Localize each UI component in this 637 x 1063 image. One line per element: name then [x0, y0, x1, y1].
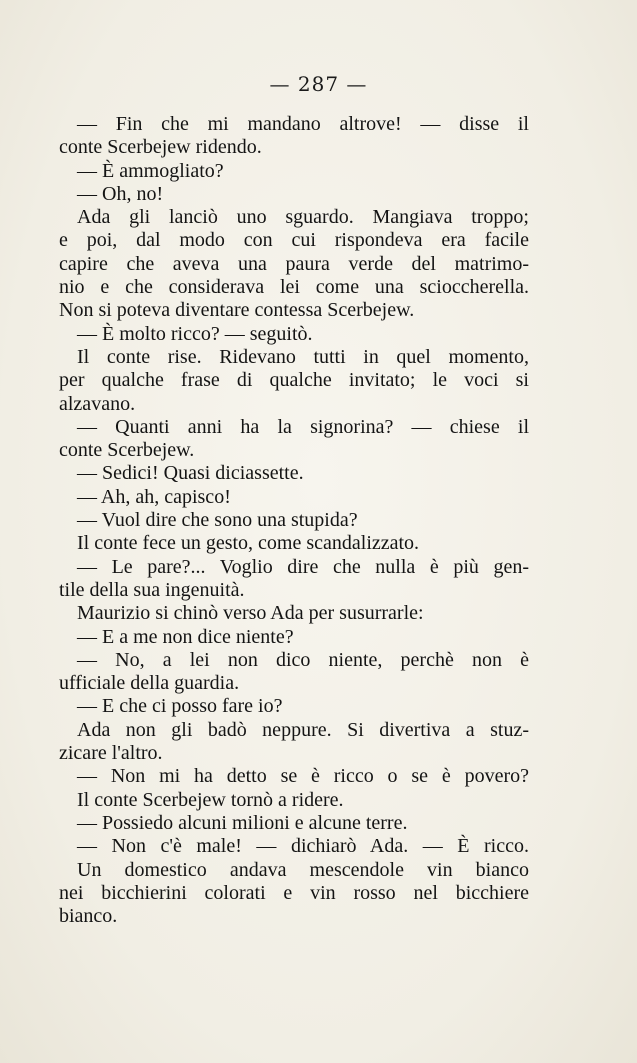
text-line: — No, a lei non dico niente, perchè non è: [77, 648, 529, 671]
text-line: — Quanti anni ha la signorina? — chiese il: [77, 415, 529, 438]
text-line: Ada gli lanciò uno sguardo. Mangiava troppo;: [77, 206, 529, 229]
text-line: tile della sua ingenuità.: [59, 578, 245, 601]
text-line: bianco.: [59, 905, 118, 928]
text-line: ufficiale della guardia.: [59, 672, 240, 695]
text-line: e poi, dal modo con cui rispondeva era facile: [59, 229, 529, 252]
text-line: conte Scerbejew ridendo.: [59, 136, 262, 159]
text-line: capire che aveva una paura verde del matrimo-: [59, 252, 529, 275]
text-line: conte Scerbejew.: [59, 439, 195, 462]
text-line: nei bicchierini colorati e vin rosso nel bicchiere: [59, 881, 529, 904]
text-line: — Non c'è male! — dichiarò Ada. — È ricco.: [77, 835, 529, 858]
text-line: Il conte Scerbejew tornò a ridere.: [77, 788, 344, 811]
text-line: zicare l'altro.: [59, 742, 163, 765]
text-line: — Fin che mi mandano altrove! — disse il: [77, 113, 529, 135]
text-line: — È molto ricco? — seguitò.: [77, 322, 313, 345]
body-text: [59, 113, 529, 928]
text-line: — Le pare?... Voglio dire che nulla è più gen-: [77, 555, 529, 578]
text-line: — Sedici! Quasi diciassette.: [77, 462, 304, 485]
text-line: — Ah, ah, capisco!: [77, 485, 231, 508]
page-number: — 287 —: [269, 72, 368, 96]
text-line: per qualche frase di qualche invitato; le voci si: [59, 369, 529, 392]
text-line: alzavano.: [59, 392, 136, 415]
text-line: Ada non gli badò neppure. Si divertiva a stuz-: [77, 718, 529, 741]
text-line: nio e che considerava lei come una scioccherella.: [59, 276, 529, 299]
text-line: — Vuol dire che sono una stupida?: [77, 509, 358, 532]
text-line: Un domestico andava mescendole vin bianco: [77, 858, 529, 881]
text-line: — Possiedo alcuni milioni e alcune terre.: [77, 811, 408, 834]
text-line: — È ammogliato?: [77, 159, 224, 182]
text-line: Il conte rise. Ridevano tutti in quel momento,: [77, 345, 529, 368]
text-line: Il conte fece un gesto, come scandalizzato.: [77, 532, 420, 555]
text-line: — Non mi ha detto se è ricco o se è povero?: [77, 765, 529, 788]
text-line: Non si poteva diventare contessa Scerbejew.: [59, 299, 415, 322]
text-line: — Oh, no!: [77, 182, 164, 205]
text-line: — E a me non dice niente?: [77, 625, 294, 648]
text-line: Maurizio si chinò verso Ada per susurrarle:: [77, 602, 424, 625]
text-line: — E che ci posso fare io?: [77, 695, 283, 718]
